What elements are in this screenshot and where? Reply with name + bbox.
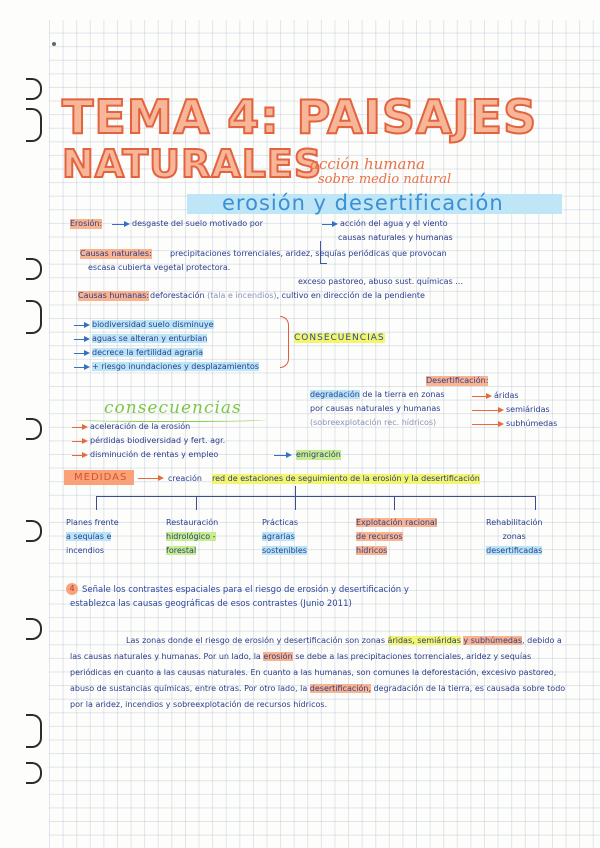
consecuencia-item: pérdidas biodiversidad y fert. agr. <box>90 436 226 445</box>
answer-paragraph: Las zonas donde el riesgo de erosión y desertificación son zonas áridas, semiáridas y subhúmedas, debido a las causas naturales y humanas. Por un lado, la erosión se debe a las precipitaciones torrenciales, aridez y sequías periódicas en cuanto a las causas naturales. En cuanto a las humanas, son comunes la deforestación, excesivo pastoreo, abuso de sustancias químicas, entre otras. Por otro lado, la desertificación, degradación de la tierra, es causada sobre todo por la aridez, incendios y sobreexplotación de recursos hídricos. <box>70 636 566 709</box>
binder-ring <box>26 108 42 142</box>
consecuencia-item: disminución de rentas y empleo <box>90 450 219 459</box>
arrow-icon <box>74 325 88 326</box>
desertificacion-def: por causas naturales y humanas <box>310 404 441 413</box>
section-banner: erosión y desertificación <box>222 191 504 215</box>
erosion-definition: desgaste del suelo motivado por <box>132 219 263 228</box>
tree-connector <box>96 496 97 510</box>
consecuencias-heading: consecuencias <box>104 398 242 418</box>
consecuencia-item: decrece la fertilidad agraria <box>92 348 203 357</box>
consecuencia-result: emigración <box>296 450 341 459</box>
causas-extra: exceso pastoreo, abuso sust. químicas … <box>298 277 464 286</box>
desertificacion-zone: áridas <box>494 391 519 400</box>
consecuencia-item: + riesgo inundaciones y desplazamientos <box>92 362 259 371</box>
arrow-icon <box>72 441 86 442</box>
medidas-label: MEDIDAS <box>74 472 128 483</box>
medida-branch: Restauración hidrológico - forestal <box>166 518 219 555</box>
causas-humanas-label: Causas humanas: <box>78 291 150 300</box>
arrow-icon <box>74 367 88 368</box>
pen-dot <box>52 42 56 46</box>
desertificacion-label: Desertificación: <box>426 376 489 385</box>
causas-naturales-label: Causas naturales: <box>80 249 152 258</box>
medida-branch: Prácticas agrarias sostenibles <box>262 518 307 555</box>
brace-connector <box>280 316 289 368</box>
subtitle-line1: acción humana <box>310 155 426 173</box>
arrow-icon <box>74 353 88 354</box>
erosion-agent: causas naturales y humanas <box>338 233 453 242</box>
tree-connector <box>535 496 536 510</box>
arrow-icon <box>72 455 86 456</box>
consecuencia-item: biodiversidad suelo disminuye <box>92 320 214 329</box>
question-text: Señale los contrastes espaciales para el riesgo de erosión y desertificación y <box>82 585 409 595</box>
arrow-icon <box>274 455 290 456</box>
medidas-network: red de estaciones de seguimiento de la erosión y la desertificación <box>212 474 480 483</box>
consecuencia-item: aguas se alteran y enturbian <box>92 334 208 343</box>
consecuencia-item: aceleración de la erosión <box>90 422 191 431</box>
causas-naturales-text: precipitaciones torrenciales, aridez, sequías periódicas que provocan <box>170 249 447 258</box>
tree-connector <box>196 496 197 510</box>
page-title-line2: NATURALES <box>62 142 323 186</box>
desertificacion-zone: subhúmedas <box>506 419 558 428</box>
medida-branch: Rehabilitación zonas desertificadas <box>486 518 543 555</box>
medida-branch: Explotación racional de recursos hídricos <box>356 518 438 555</box>
arrow-icon <box>112 224 128 225</box>
consecuencias-label: CONSECUENCIAS <box>294 333 385 343</box>
page-top-margin <box>0 0 600 20</box>
medidas-creation: creación <box>168 474 202 483</box>
page-title-line1: TEMA 4: PAISAJES <box>62 90 538 144</box>
erosion-agent: acción del agua y el viento <box>340 219 448 228</box>
subtitle-line2: sobre medio natural <box>318 172 452 187</box>
tree-connector <box>394 496 395 510</box>
arrow-icon <box>322 224 336 225</box>
causas-naturales-text: escasa cubierta vegetal protectora. <box>88 263 231 272</box>
medida-branch: Planes frente a sequías e incendios <box>66 518 119 555</box>
question-text: establezca las causas geográficas de esos contrastes (Junio 2011) <box>70 599 352 609</box>
desertificacion-def: degradación de la tierra en zonas <box>310 390 445 399</box>
binder-ring <box>26 300 42 334</box>
arrow-icon <box>472 410 502 411</box>
tree-connector <box>295 486 296 496</box>
causas-humanas-text: deforestación (tala e incendios), cultivo en dirección de la pendiente <box>150 291 425 300</box>
tree-connector <box>295 496 296 510</box>
erosion-label: Erosión: <box>70 219 103 228</box>
arrow-icon <box>74 339 88 340</box>
arrow-icon <box>72 427 86 428</box>
question-number: 4 <box>66 583 78 595</box>
desertificacion-zone: semiáridas <box>506 405 550 414</box>
arrow-icon <box>472 396 490 397</box>
tree-connector <box>96 496 536 497</box>
desertificacion-note: (sobreexplotación rec. hídricos) <box>310 418 437 427</box>
arrow-icon <box>472 424 502 425</box>
arrow-icon <box>138 478 162 479</box>
binder-ring <box>26 714 42 748</box>
